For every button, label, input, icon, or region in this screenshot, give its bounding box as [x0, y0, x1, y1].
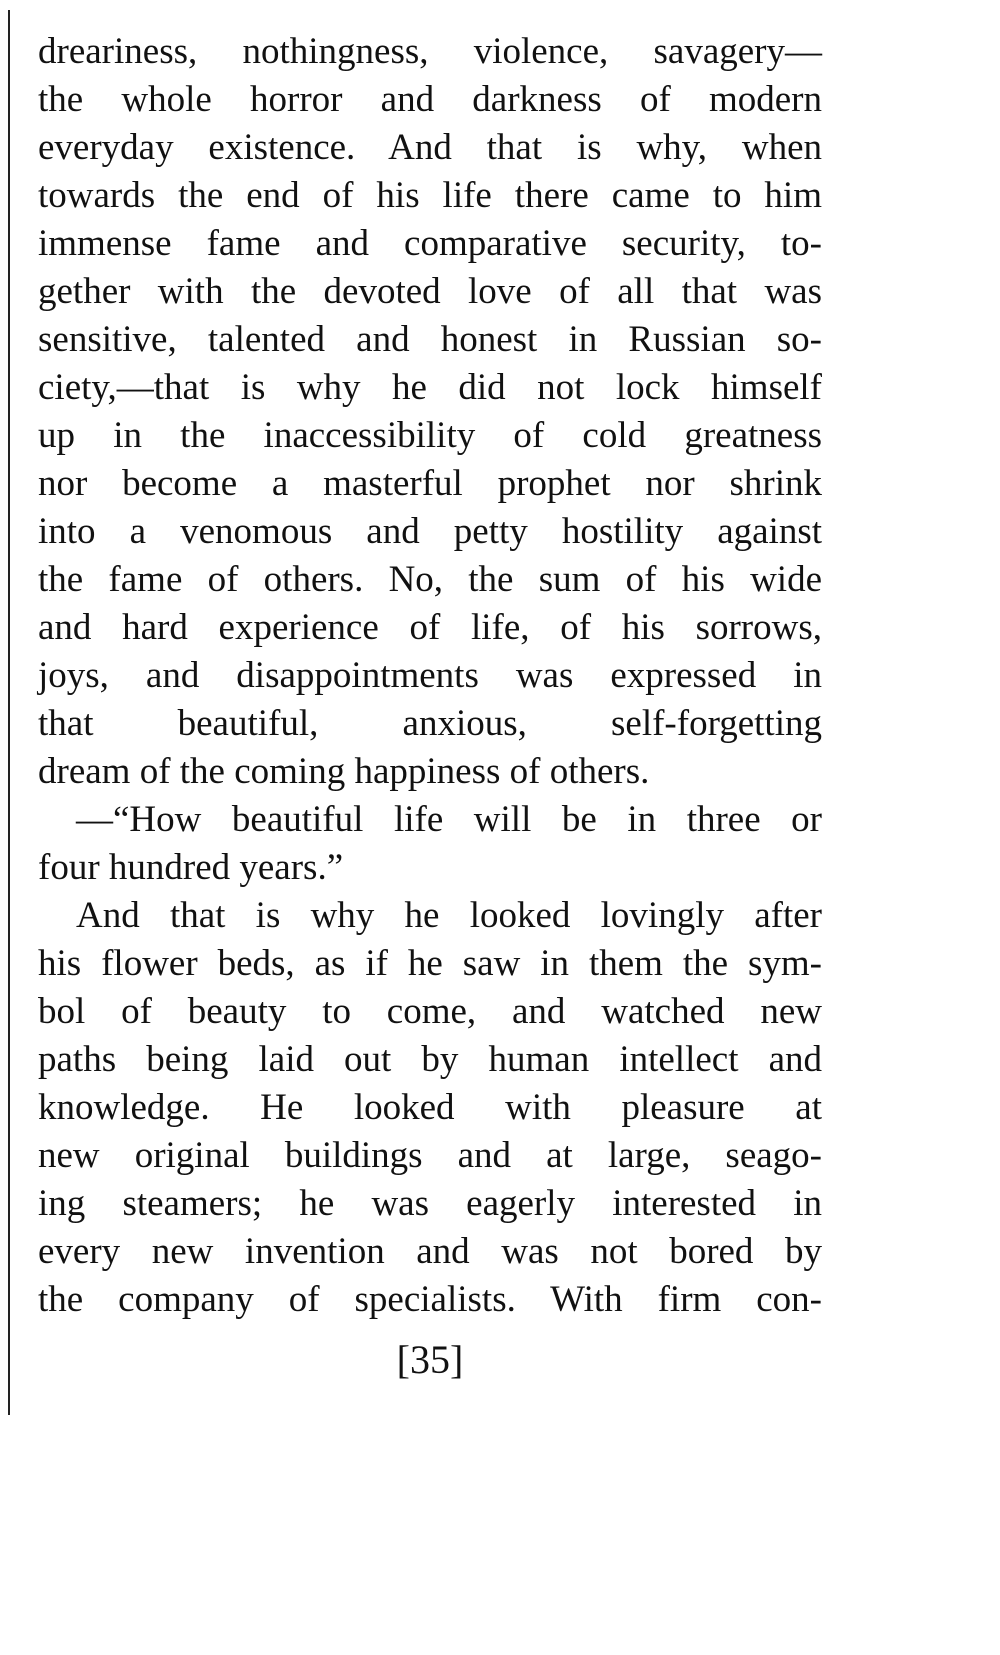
text-line: sensitive, talented and honest in Russian so- [38, 319, 822, 360]
text-line: into a venomous and petty hostility against [38, 511, 822, 552]
text-line: paths being laid out by human intellect and [38, 1039, 822, 1080]
text-line: ciety,—that is why he did not lock himself [38, 367, 822, 408]
text-line: four hundred years.” [38, 847, 344, 888]
text-line: everyday existence. And that is why, when [38, 127, 822, 168]
gutter-rule [8, 10, 10, 1415]
text-line: up in the inaccessibility of cold greatness [38, 415, 822, 456]
text-line: bol of beauty to come, and watched new [38, 991, 822, 1032]
text-line: knowledge. He looked with pleasure at [38, 1087, 822, 1128]
text-line: immense fame and comparative security, to- [38, 223, 822, 264]
body-text [38, 28, 822, 1324]
text-line: the company of specialists. With firm con- [38, 1279, 822, 1320]
text-line: the fame of others. No, the sum of his wide [38, 559, 822, 600]
text-line: his flower beds, as if he saw in them the sym- [38, 943, 822, 984]
text-line: and hard experience of life, of his sorrows, [38, 607, 822, 648]
text-line: gether with the devoted love of all that was [38, 271, 822, 312]
text-line: dream of the coming happiness of others. [38, 751, 650, 792]
page-number: [35] [396, 1337, 464, 1382]
text-line: dreariness, nothingness, violence, savagery— [38, 31, 822, 72]
text-line: towards the end of his life there came to him [38, 175, 822, 216]
text-line: nor become a masterful prophet nor shrink [38, 463, 822, 504]
text-line: every new invention and was not bored by [38, 1231, 822, 1272]
text-line: —“How beautiful life will be in three or [76, 799, 822, 840]
text-line: that beautiful, anxious, self-forgetting [38, 703, 822, 744]
text-line: ing steamers; he was eagerly interested in [38, 1183, 822, 1224]
text-line: joys, and disappointments was expressed in [38, 655, 822, 696]
text-line: new original buildings and at large, seago- [38, 1135, 822, 1176]
text-line: the whole horror and darkness of modern [38, 79, 822, 120]
text-line: And that is why he looked lovingly after [76, 895, 822, 936]
